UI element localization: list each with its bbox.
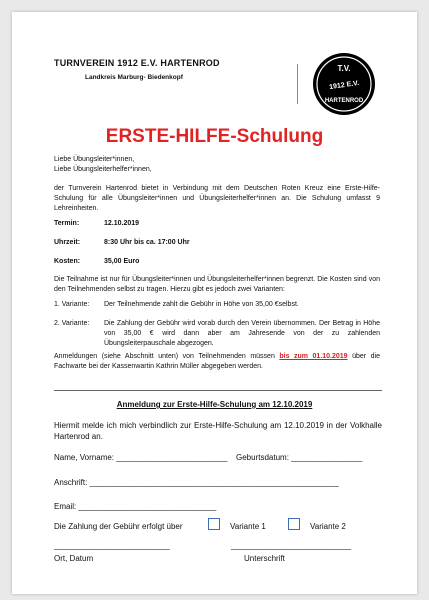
greeting-1: Liebe Übungsleiter*innen, (54, 156, 135, 163)
email-field[interactable]: Email: _______________________________ (54, 502, 217, 511)
place-date-line[interactable]: __________________________ (54, 541, 170, 550)
detail-value-date: 12.10.2019 (104, 220, 140, 227)
variant-1-option-label: Variante 1 (230, 522, 266, 531)
logo-text-bottom: HARTENROD (324, 98, 364, 104)
detail-value-time: 8:30 Uhr bis ca. 17:00 Uhr (104, 239, 190, 246)
variant-1-text: Der Teilnehmende zahlt die Gebühr in Höhe von 35,00 €selbst. (104, 301, 299, 308)
signature-label: Unterschrift (244, 554, 285, 563)
name-field[interactable]: Name, Vorname: _________________________ (54, 453, 228, 462)
page-title: ERSTE-HILFE-Schulung (105, 126, 324, 147)
participation-text: Die Teilnahme ist nur für Übungsleiter*innen und Übungsleiterhelfer*innen begrenzt. Die Kosten sind von den Teilnehmenden selbst zu tragen. Hierzu gibt es jedoch zwei Varianten: (54, 276, 380, 293)
registration-text (54, 352, 380, 372)
registration-text-after: über die Fachwarte bei der Kassenwartin Kathrin Müller abgegeben werden. (54, 353, 380, 370)
place-date-label: Ort, Datum (54, 554, 94, 563)
detail-label-date: Termin: (54, 220, 80, 227)
logo-text-middle: 1912 E.V. (328, 79, 360, 92)
detail-label-cost: Kosten: (54, 258, 81, 265)
variant-2-option-label: Variante 2 (310, 522, 346, 531)
intro-text: der Turnverein Hartenrod bietet in Verbindung mit dem Deutschen Roten Kreuz eine Erste-Hilfe-Schulung für alle Übungsleiter*innen und Übungsleiterhelfer*innen an. Die Schulung umfasst 9 Lehreinheiten. (54, 185, 380, 212)
variant-1-label: 1. Variante: (54, 301, 90, 308)
club-name: TURNVEREIN 1912 E.V. HARTENROD (54, 58, 220, 68)
header-divider (297, 64, 298, 104)
greeting-2: Liebe Übungsleiterhelfer*innen, (54, 166, 152, 173)
form-intro: Hiermit melde ich mich verbindlich zur Erste-Hilfe-Schulung am 12.10.2019 in der Volkhalle Hartenrod an. (54, 421, 382, 441)
payment-label: Die Zahlung der Gebühr erfolgt über (54, 522, 183, 531)
detail-value-cost: 35,00 Euro (104, 258, 140, 265)
variant-2-checkbox[interactable] (288, 518, 300, 530)
variant-2-text: Die Zahlung der Gebühr wird vorab durch den Verein übernommen. Der Betrag in Höhe von 35,00 € wird dann aber am Jahresende von der zu zahlenden Übungsleiterpauschale abgezogen. (104, 320, 380, 347)
registration-text-before: Anmeldungen (siehe Abschnitt unten) von Teilnehmenden müssen (54, 353, 280, 360)
address-field[interactable]: Anschrift: ________________________________________________________ (54, 478, 339, 487)
logo-text-top: T.V. (337, 64, 351, 73)
variant-1-checkbox[interactable] (208, 518, 220, 530)
club-logo (312, 52, 376, 116)
document-page (12, 12, 417, 594)
detail-label-time: Uhrzeit: (54, 239, 81, 246)
registration-deadline: bis zum 01.10.2019 (279, 353, 348, 360)
birthdate-field[interactable]: Geburtsdatum: ________________ (236, 453, 363, 462)
district-name: Landkreis Marburg- Biedenkopf (85, 74, 183, 81)
variant-2-label: 2. Variante: (54, 320, 90, 327)
form-title: Anmeldung zur Erste-Hilfe-Schulung am 12.10.2019 (116, 400, 313, 409)
section-divider (54, 390, 382, 391)
signature-line[interactable]: ___________________________ (231, 541, 352, 550)
